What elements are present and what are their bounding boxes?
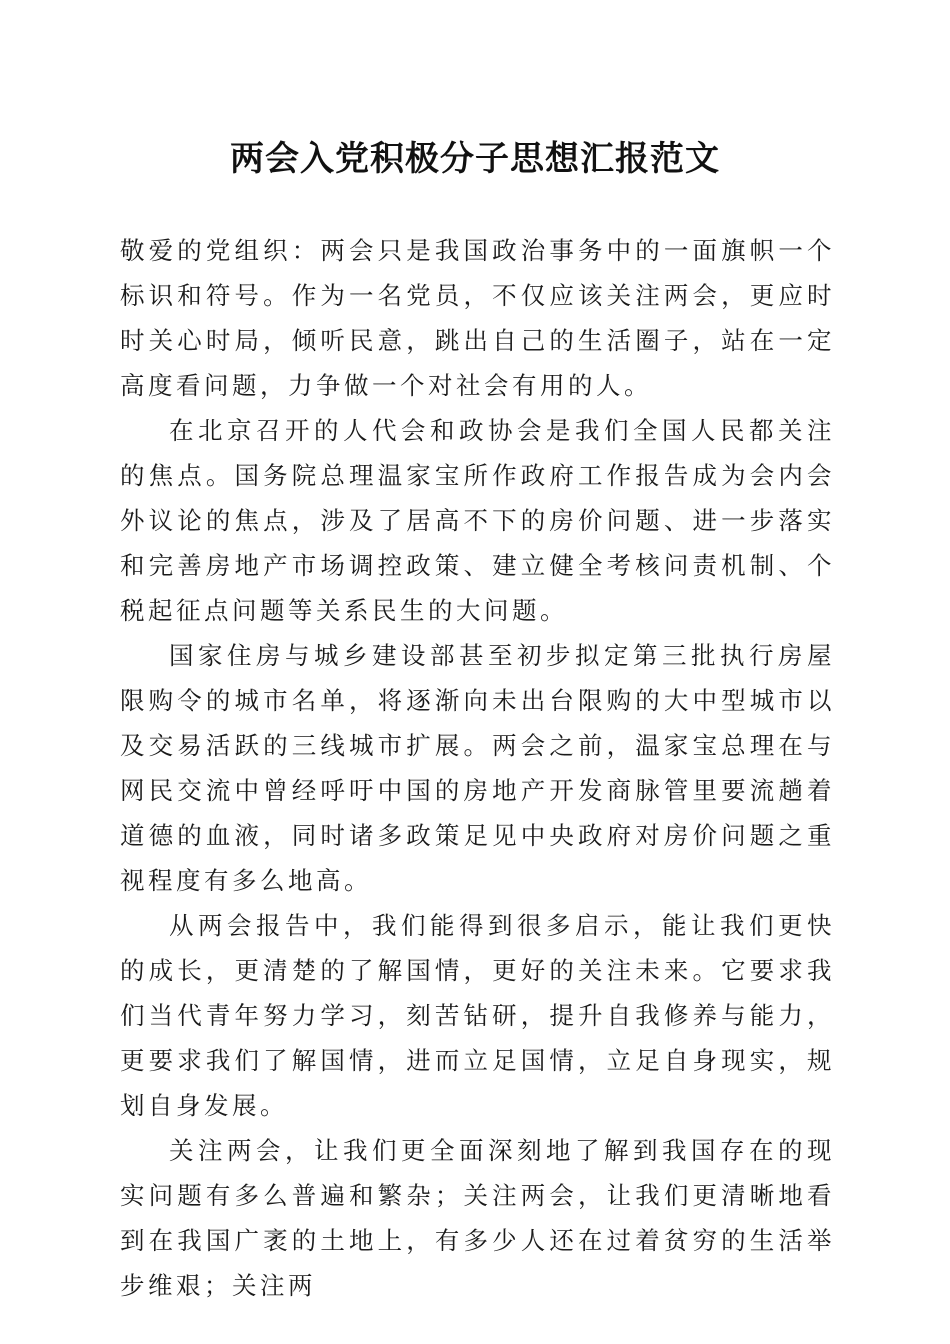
- paragraph: 从两会报告中，我们能得到很多启示，能让我们更快的成长，更清楚的了解国情，更好的关注未来。它要求我们当代青年努力学习，刻苦钻研，提升自我修养与能力，更要求我们了解国情，进而立足国情，立足自身现实，规划自身发展。: [120, 911, 835, 1120]
- paragraph: 关注两会，让我们更全面深刻地了解到我国存在的现实问题有多么普遍和繁杂；关注两会，让我们更清晰地看到在我国广袤的土地上，有多少人还在过着贫穷的生活举步维艰；关注两: [120, 1136, 835, 1300]
- paragraph: 在北京召开的人代会和政协会是我们全国人民都关注的焦点。国务院总理温家宝所作政府工作报告成为会内会外议论的焦点，涉及了居高不下的房价问题、进一步落实和完善房地产市场调控政策、建立健全考核问责机制、个税起征点问题等关系民生的大问题。: [120, 416, 835, 625]
- paragraph: 国家住房与城乡建设部甚至初步拟定第三批执行房屋限购令的城市名单，将逐渐向未出台限购的大中型城市以及交易活跃的三线城市扩展。两会之前，温家宝总理在与网民交流中曾经呼吁中国的房地产开发商脉管里要流趟着道德的血液，同时诸多政策足见中央政府对房价问题之重视程度有多么地高。: [120, 641, 835, 895]
- document-title: 两会入党积极分子思想汇报范文: [230, 139, 720, 179]
- document-body: [120, 228, 835, 1308]
- paragraph-salutation: 敬爱的党组织：两会只是我国政治事务中的一面旗帜一个标识和符号。作为一名党员，不仅应该关注两会，更应时时关心时局，倾听民意，跳出自己的生活圈子，站在一定高度看问题，力争做一个对社会有用的人。: [120, 236, 835, 400]
